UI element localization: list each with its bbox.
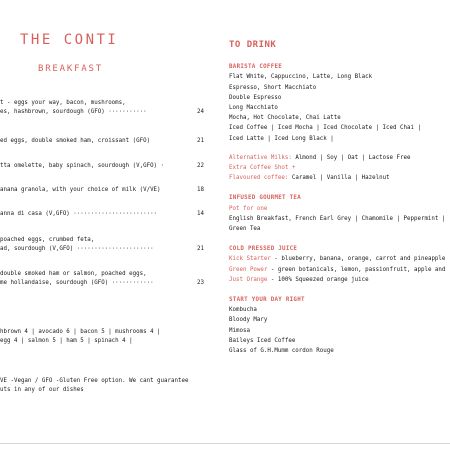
dietary-footnote [0, 377, 210, 395]
menu-item [0, 186, 204, 195]
juice-desc: - green botanicals, lemon, passionfruit, apple and [270, 266, 446, 273]
drink-line: Long Macchiato [229, 105, 278, 112]
drink-line: Glass of G.H.Mumm cordon Rouge [229, 348, 334, 355]
menu-item [0, 236, 204, 254]
item-price: 21 [197, 246, 204, 252]
tea-heading: INFUSED GOURMET TEA [229, 195, 302, 202]
breakfast-heading: BREAKFAST [38, 64, 103, 74]
item-price: 23 [197, 280, 204, 286]
juice-desc: - blueberry, banana, orange, carrot and pineapple [274, 256, 446, 263]
drinks-column [229, 40, 450, 356]
drink-line: Iced Coffee | Iced Mocha | Iced Chocolate | Iced Chai | [229, 125, 421, 132]
footnote-line: VE -Vegan / GFO -Gluten Free option. We cant guarantee [0, 378, 189, 384]
item-price: 22 [197, 163, 204, 169]
item-line: double smoked ham or salmon, poached eggs, [0, 271, 147, 277]
juice-item [229, 265, 450, 275]
item-line: poached eggs, crumbed feta, [0, 237, 95, 243]
sides-list [0, 328, 204, 346]
alt-milks-label: Alternative Milks: [229, 154, 292, 161]
menu-item [0, 137, 204, 146]
alt-milks-options: Almond | Soy | Oat | Lactose Free [295, 154, 411, 161]
drink-line: Mocha, Hot Chocolate, Chai Latte [229, 115, 341, 122]
item-line: me hollandaise, sourdough (GFO) ············ [0, 280, 154, 286]
juice-desc: - 100% Squeezed orange juice [270, 276, 369, 283]
alternative-milks [229, 153, 450, 163]
menu-item [0, 162, 204, 171]
pot-for-one: Pot for one [229, 205, 268, 212]
item-line: tta omelette, baby spinach, sourdough (V,GFO) · [0, 163, 165, 169]
item-line: es, hashbrown, sourdough (GFO) ··········· [0, 109, 147, 115]
flavoured-coffee [229, 173, 450, 183]
menu-item [0, 270, 204, 288]
drink-line: Kombucha [229, 307, 257, 314]
item-line: ed eggs, double smoked ham, croissant (GFO) [0, 138, 151, 144]
drink-line: Flat White, Cappuccino, Latte, Long Black [229, 74, 373, 81]
flavoured-options: Caramel | Vanilla | Hazelnut [291, 175, 390, 182]
menu-item [0, 210, 204, 219]
barista-coffee-heading: BARISTA COFFEE [229, 64, 283, 71]
item-line: ad, sourdough (V,GFO) ······················ [0, 246, 154, 252]
drink-line: Mimosa [229, 327, 250, 334]
item-price: 14 [197, 211, 204, 217]
tea-line: English Breakfast, French Earl Grey | Chamomile | Peppermint | [229, 215, 446, 222]
juice-label: Just Orange [229, 276, 268, 283]
drink-line: Bloody Mary [229, 317, 268, 324]
item-price: 18 [197, 187, 204, 193]
item-price: 21 [197, 138, 204, 144]
footnote-line: uts in any of our dishes [0, 387, 84, 393]
start-your-day-heading: START YOUR DAY RIGHT [229, 297, 305, 304]
item-line: t - eggs your way, bacon, mushrooms, [0, 100, 126, 106]
item-line: anna di casa (V,GFO) ························ [0, 211, 158, 217]
drink-line: Double Espresso [229, 94, 282, 101]
menu-item [0, 99, 204, 117]
sides-line: egg 4 | salmon 5 | ham 5 | spinach 4 | [0, 338, 133, 344]
drink-line: Espresso, Short Macchiato [229, 84, 317, 91]
restaurant-title: THE CONTI [20, 32, 119, 48]
to-drink-heading: TO DRINK [229, 40, 277, 50]
item-price: 24 [197, 109, 204, 115]
item-line: anana granola, with your choice of milk (V/VE) [0, 187, 161, 193]
drink-line: Iced Latte | Iced Long Black | [229, 135, 334, 142]
juice-label: Green Power [229, 266, 268, 273]
tea-line: Green Tea [229, 226, 261, 233]
juice-label: Kick Starter [229, 256, 271, 263]
extra-shot: Extra Coffee Shot + [229, 165, 296, 172]
drink-line: Baileys Iced Coffee [229, 337, 296, 344]
juice-item [229, 275, 450, 285]
juice-heading: COLD PRESSED JUICE [229, 246, 298, 253]
juice-item [229, 254, 450, 264]
page-edge-line [0, 443, 450, 444]
flavoured-label: Flavoured coffee: [229, 175, 289, 182]
sides-line: hbrown 4 | avocado 6 | bacon 5 | mushrooms 4 | [0, 329, 161, 335]
